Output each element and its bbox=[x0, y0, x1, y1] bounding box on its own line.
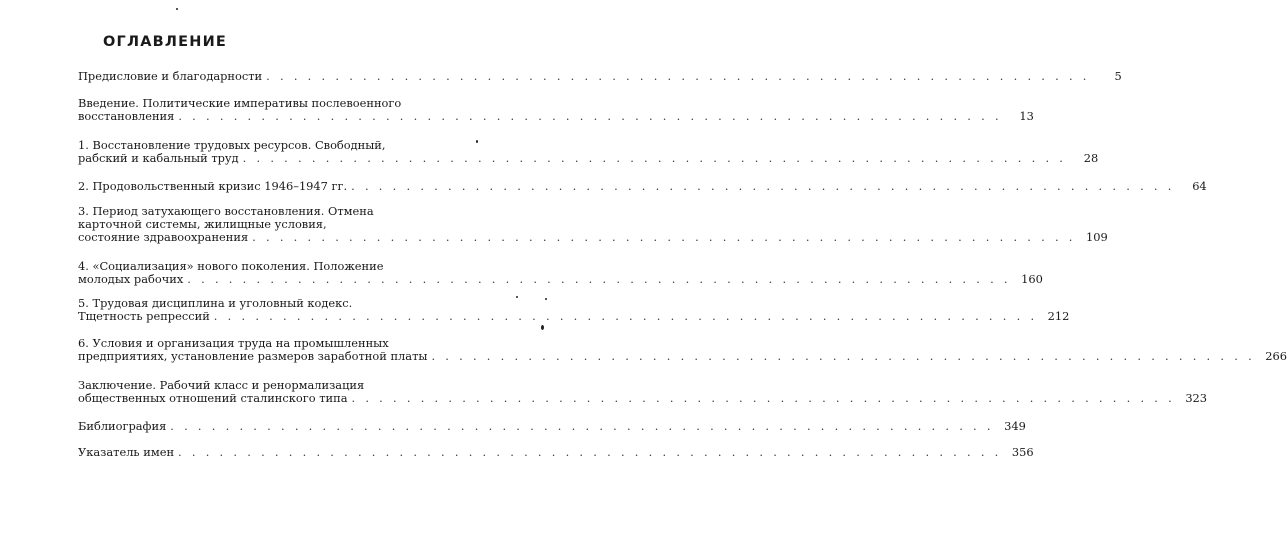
toc-entry-page: 212 bbox=[1047, 309, 1070, 323]
scan-speck bbox=[541, 325, 544, 330]
toc-entry-page: 64 bbox=[1192, 179, 1207, 193]
toc-entry-line: 4. «Социализация» нового поколения. Положение bbox=[78, 259, 384, 273]
toc-entry-line bbox=[78, 151, 1099, 165]
toc-entry-text: молодых рабочих bbox=[78, 272, 184, 286]
toc-entry-line: Заключение. Рабочий класс и ренормализация bbox=[78, 378, 365, 392]
toc-entry-page: 160 bbox=[1021, 272, 1043, 286]
toc-entry-line bbox=[78, 349, 1287, 363]
toc-entry-text: 2. Продовольственный кризис 1946–1947 гг. bbox=[78, 179, 348, 193]
toc-entry-text: рабский и кабальный труд bbox=[78, 151, 239, 165]
toc-entry bbox=[78, 378, 1208, 405]
toc-entry-line: 5. Трудовая дисциплина и уголовный кодекс. bbox=[78, 296, 353, 310]
dot-leader: . . . . . . . . . . . . . . . . . . . . . . . . . . . . . . . . . . . . . . . . . . . . . . . . . . . . . . . . . . . . bbox=[213, 309, 1038, 323]
toc-entry-text: Библиография bbox=[78, 419, 167, 433]
toc-entry bbox=[78, 419, 1026, 433]
toc-entry-page: 13 bbox=[1019, 109, 1034, 123]
dot-leader: . . . . . . . . . . . . . . . . . . . . . . . . . . . . . . . . . . . . . . . . . . . . . . . . . . . . . . . . . . . . bbox=[252, 230, 1076, 244]
toc-entry-text: общественных отношений сталинского типа bbox=[78, 391, 348, 405]
dot-leader: . . . . . . . . . . . . . . . . . . . . . . . . . . . . . . . . . . . . . . . . . . . . . . . . . . . . . . . . . . . . bbox=[431, 349, 1256, 363]
toc-entry-line bbox=[78, 309, 1070, 323]
toc-entry-page: 5 bbox=[1114, 69, 1122, 83]
toc-entry-text: предприятиях, установление размеров заработной платы bbox=[78, 349, 428, 363]
toc-entry-line: 6. Условия и организация труда на промышленных bbox=[78, 336, 389, 350]
toc-entry-page: 109 bbox=[1085, 230, 1108, 244]
toc-entry-text: Тщетность репрессий bbox=[78, 309, 210, 323]
dot-leader: . . . . . . . . . . . . . . . . . . . . . . . . . . . . . . . . . . . . . . . . . . . . . . . . . . . . . . . . . . . . bbox=[266, 69, 1090, 83]
toc-entry bbox=[78, 445, 1034, 459]
dot-leader: . . . . . . . . . . . . . . . . . . . . . . . . . . . . . . . . . . . . . . . . . . . . . . . . . . . . . . . . . . . . bbox=[170, 419, 994, 433]
toc-entry-line bbox=[78, 272, 1043, 286]
toc-entry-page: 349 bbox=[1004, 419, 1026, 433]
toc-entry-page: 28 bbox=[1083, 151, 1099, 165]
dot-leader: . . . . . . . . . . . . . . . . . . . . . . . . . . . . . . . . . . . . . . . . . . . . . . . . . . . . . . . . . . . . bbox=[178, 445, 1002, 459]
toc-entry bbox=[78, 259, 1043, 286]
toc-entry bbox=[78, 69, 1122, 83]
dot-leader: . . . . . . . . . . . . . . . . . . . . . . . . . . . . . . . . . . . . . . . . . . . . . . . . . . . . . . . . . . . . bbox=[242, 151, 1067, 165]
toc-entry-page: 356 bbox=[1011, 445, 1034, 459]
toc-entry bbox=[78, 204, 1108, 244]
dot-leader: . . . . . . . . . . . . . . . . . . . . . . . . . . . . . . . . . . . . . . . . . . . . . . . . . . . . . . . . . . . . bbox=[351, 391, 1176, 405]
toc-entry-line bbox=[78, 179, 1207, 193]
toc-entry bbox=[78, 96, 1034, 123]
toc-entry-text: Предисловие и благодарности bbox=[78, 69, 263, 83]
dot-leader: . . . . . . . . . . . . . . . . . . . . . . . . . . . . . . . . . . . . . . . . . . . . . . . . . . . . . . . . . . . . bbox=[351, 179, 1175, 193]
dot-leader: . . . . . . . . . . . . . . . . . . . . . . . . . . . . . . . . . . . . . . . . . . . . . . . . . . . . . . . . . . . . bbox=[178, 109, 1002, 123]
toc-entry-line: 3. Период затухающего восстановления. Отмена bbox=[78, 204, 374, 218]
scan-speck bbox=[176, 8, 178, 10]
toc-entry-line bbox=[78, 445, 1034, 459]
toc-entry-page: 323 bbox=[1185, 391, 1208, 405]
toc-entry-line bbox=[78, 419, 1026, 433]
toc-entry-line: 1. Восстановление трудовых ресурсов. Свободный, bbox=[78, 138, 386, 152]
toc-entry-line: Введение. Политические императивы послевоенного bbox=[78, 96, 402, 110]
toc-entry-line bbox=[78, 69, 1122, 83]
toc-entry-line bbox=[78, 230, 1108, 244]
toc-entry-text: восстановления bbox=[78, 109, 175, 123]
toc-entry bbox=[78, 179, 1207, 193]
toc-entry bbox=[78, 336, 1287, 363]
toc-entry-line bbox=[78, 391, 1208, 405]
toc-entry bbox=[78, 138, 1099, 165]
toc-entry bbox=[78, 296, 1070, 323]
toc-entry-page: 266 bbox=[1265, 349, 1287, 363]
dot-leader: . . . . . . . . . . . . . . . . . . . . . . . . . . . . . . . . . . . . . . . . . . . . . . . . . . . . . . . . . . . . bbox=[187, 272, 1011, 286]
toc-entry-text: состояние здравоохранения bbox=[78, 230, 249, 244]
toc-heading: ОГЛАВЛЕНИЕ bbox=[103, 34, 228, 50]
toc-entry-text: Указатель имен bbox=[78, 445, 175, 459]
toc-entry-line bbox=[78, 109, 1034, 123]
toc-entry-line: карточной системы, жилищные условия, bbox=[78, 217, 327, 231]
